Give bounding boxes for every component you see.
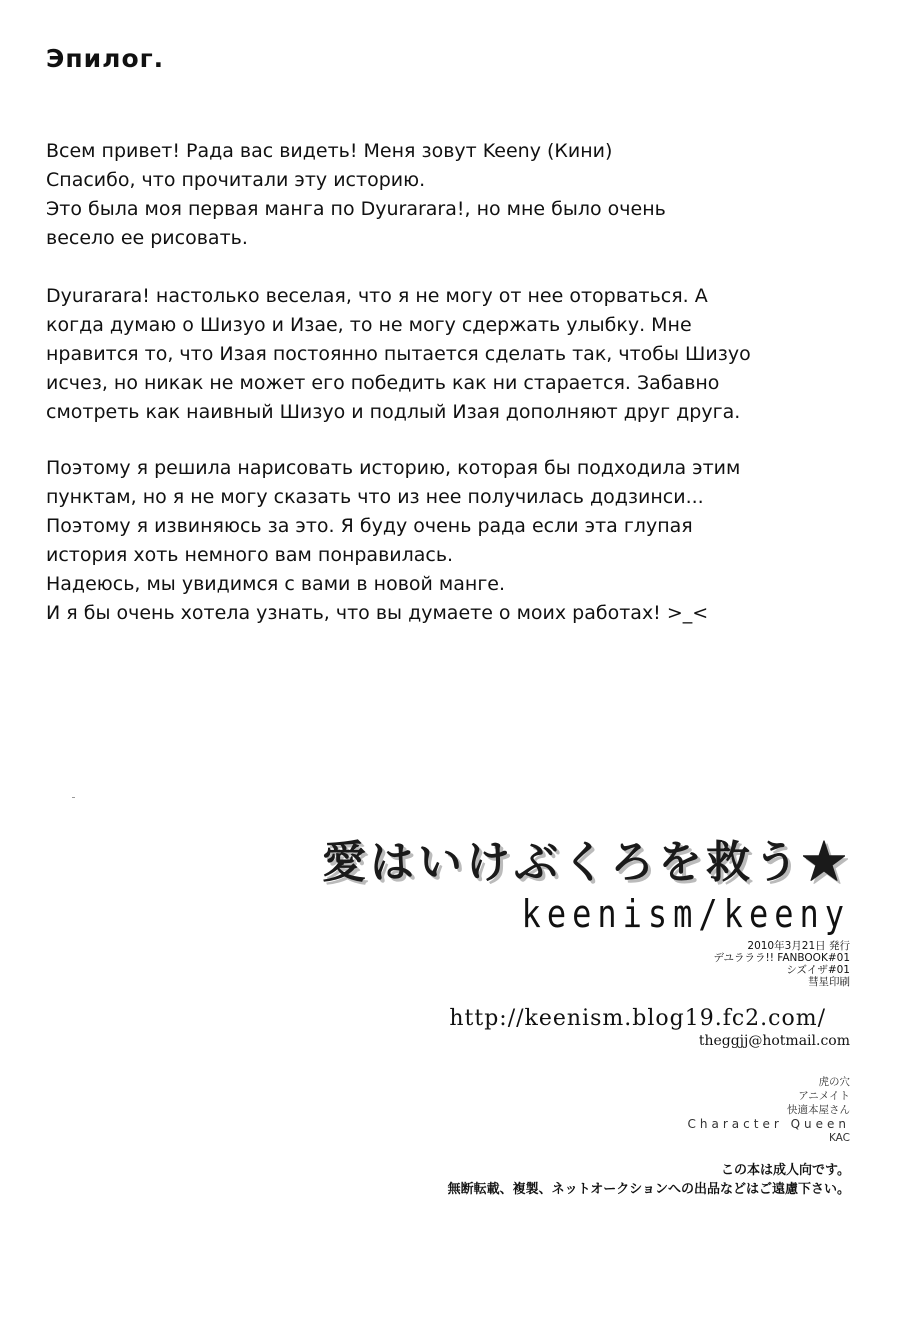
print-speck — [72, 797, 75, 798]
blog-url: http://keenism.blog19.fc2.com/ — [449, 1006, 826, 1031]
epilogue-heading: Эпилог. — [46, 44, 165, 73]
printer-label: 彗星印刷 — [808, 976, 850, 988]
book-title: 愛はいけぶくろを救う★ — [322, 837, 850, 888]
shop-item: KAC — [828, 1132, 850, 1144]
text-line: Надеюсь, мы увидимся с вами в новой манге. — [46, 573, 506, 595]
text-line: смотреть как наивный Шизуо и подлый Изая дополняют друг друга. — [46, 401, 741, 423]
text-line: Спасибо, что прочитали эту историю. — [46, 169, 426, 191]
reproduction-notice: 無断転載、複製、ネットオークションへの出品などはご遠慮下さい。 — [447, 1182, 850, 1197]
legal-notice — [210, 1161, 850, 1199]
text-line: Всем привет! Рада вас видеть! Меня зовут Keeny (Кини) — [46, 140, 613, 162]
text-line: исчез, но никак не может его победить как ни старается. Забавно — [46, 372, 720, 394]
paragraph-about-series — [46, 282, 751, 427]
colophon — [210, 826, 850, 1199]
shop-item: アニメイト — [798, 1090, 850, 1102]
adult-notice: この本は成人向です。 — [721, 1163, 850, 1178]
publish-date: 2010年3月21日 発行 — [747, 940, 850, 952]
text-line: Это была моя первая манга по Dyurarara!, но мне было очень — [46, 198, 666, 220]
text-line: нравится то, что Изая постоянно пытается сделать так, чтобы Шизуо — [46, 343, 751, 365]
shop-item: 虎の穴 — [818, 1076, 850, 1088]
text-line: история хоть немного вам понравилась. — [46, 544, 454, 566]
circle-name: keenism/keeny — [521, 890, 850, 937]
text-line: Поэтому я извиняюсь за это. Я буду очень рада если эта глупая — [46, 515, 693, 537]
contact-email: theggjj@hotmail.com — [698, 1033, 850, 1049]
text-line: весело ее рисовать. — [46, 227, 248, 249]
shop-item: Character Queen — [687, 1117, 850, 1131]
paragraph-closing — [46, 454, 740, 628]
text-line: И я бы очень хотела узнать, что вы думаете о моих работах! >_< — [46, 602, 709, 624]
paragraph-greeting — [46, 137, 666, 253]
pairing-label: シズイザ#01 — [786, 964, 850, 976]
text-line: когда думаю о Шизуо и Изае, то не могу сдержать улыбку. Мне — [46, 314, 692, 336]
text-line: пунктам, но я не могу сказать что из нее получилась додзинси... — [46, 486, 704, 508]
shop-list — [210, 1075, 850, 1145]
shop-item: 快適本屋さん — [787, 1104, 850, 1116]
series-label: デユラララ!! FANBOOK#01 — [713, 952, 850, 964]
publication-info — [210, 940, 850, 988]
text-line: Поэтому я решила нарисовать историю, которая бы подходила этим — [46, 457, 741, 479]
text-line: Dyurarara! настолько веселая, что я не могу от нее оторваться. А — [46, 285, 708, 307]
